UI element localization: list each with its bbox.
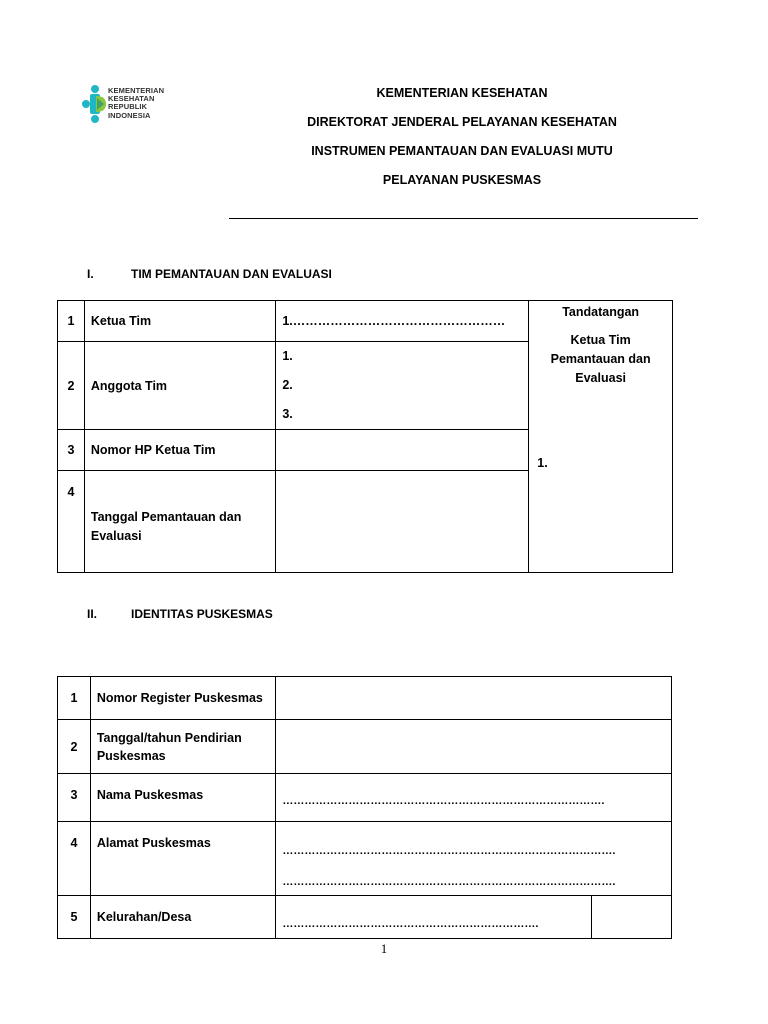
row-number: 3 bbox=[58, 774, 91, 822]
identity-table bbox=[57, 676, 672, 939]
row-label-line: Tanggal Pemantauan dan bbox=[90, 510, 242, 524]
table-row bbox=[58, 822, 672, 896]
logo-text-line: INDONESIA bbox=[108, 110, 151, 120]
village-field[interactable]: ……………………………………………………………. bbox=[276, 896, 592, 939]
page-number: 1 bbox=[380, 941, 388, 956]
address-line[interactable]: ………………………………………………………………………………. bbox=[282, 845, 616, 857]
header-service: PELAYANAN PUSKESMAS bbox=[382, 173, 542, 187]
header-divider bbox=[229, 218, 698, 219]
row-label: Nomor HP Ketua Tim bbox=[84, 430, 275, 471]
address-field[interactable] bbox=[276, 822, 672, 896]
register-number-field[interactable] bbox=[276, 677, 672, 720]
monitoring-date-field[interactable] bbox=[276, 471, 529, 573]
founding-date-field[interactable] bbox=[276, 720, 672, 774]
leader-phone-field[interactable] bbox=[276, 430, 529, 471]
row-label-line: Tanggal/tahun Pendirian bbox=[96, 730, 242, 745]
header-instrument: INSTRUMEN PEMANTAUAN DAN EVALUASI MUTU bbox=[311, 144, 613, 158]
header-directorate: DIREKTORAT JENDERAL PELAYANAN KESEHATAN bbox=[307, 115, 617, 129]
puskesmas-name-field[interactable]: ……………………………………………………………………………. bbox=[276, 774, 672, 822]
table-row bbox=[58, 896, 672, 939]
row-label: Kelurahan/Desa bbox=[90, 896, 275, 939]
signature-heading: Tandatangan bbox=[562, 305, 640, 319]
member-entry[interactable]: 2. bbox=[282, 378, 293, 392]
row-number: 3 bbox=[58, 430, 85, 471]
section1-title: TIM PEMANTAUAN DAN EVALUASI bbox=[131, 267, 332, 281]
signature-cell bbox=[529, 301, 673, 573]
row-label: Alamat Puskesmas bbox=[90, 822, 275, 896]
signature-line: Evaluasi bbox=[575, 371, 626, 385]
members-field[interactable] bbox=[276, 342, 529, 430]
member-entry[interactable]: 1. bbox=[282, 349, 293, 363]
table-row bbox=[58, 774, 672, 822]
row-number: 2 bbox=[58, 342, 85, 430]
row-number: 2 bbox=[58, 720, 91, 774]
logo-text-line: KEMENTERIAN bbox=[108, 86, 165, 95]
table-row bbox=[58, 720, 672, 774]
signature-line: Pemantauan dan bbox=[550, 352, 651, 366]
row-label bbox=[84, 471, 275, 573]
row-label: Nama Puskesmas bbox=[90, 774, 275, 822]
team-table bbox=[57, 300, 673, 573]
row-label bbox=[90, 720, 275, 774]
section1-number: I. bbox=[87, 267, 94, 281]
team-leader-field[interactable]: 1.…………………………………………… bbox=[276, 301, 529, 342]
logo-text-line: REPUBLIK bbox=[108, 102, 148, 112]
table-row bbox=[58, 677, 672, 720]
row-label-line: Evaluasi bbox=[90, 529, 142, 543]
signature-entry[interactable]: 1. bbox=[537, 456, 548, 470]
header-ministry: KEMENTERIAN KESEHATAN bbox=[376, 86, 548, 100]
row-label: Anggota Tim bbox=[84, 342, 275, 430]
address-line[interactable]: ………………………………………………………………………………. bbox=[282, 876, 616, 888]
row-number: 4 bbox=[58, 471, 85, 573]
row-label-line: Puskesmas bbox=[96, 748, 166, 763]
row-number: 1 bbox=[58, 677, 91, 720]
row-number: 5 bbox=[58, 896, 91, 939]
village-extra-field[interactable] bbox=[592, 896, 672, 939]
table-row bbox=[58, 301, 673, 342]
signature-line: Ketua Tim bbox=[570, 333, 631, 347]
section2-number: II. bbox=[87, 607, 98, 621]
row-label: Nomor Register Puskesmas bbox=[90, 677, 275, 720]
logo-text-line: KESEHATAN bbox=[108, 94, 155, 104]
row-number: 1 bbox=[58, 301, 85, 342]
row-label: Ketua Tim bbox=[84, 301, 275, 342]
row-number: 4 bbox=[58, 822, 91, 896]
section2-title: IDENTITAS PUSKESMAS bbox=[131, 607, 273, 621]
member-entry[interactable]: 3. bbox=[282, 407, 293, 421]
